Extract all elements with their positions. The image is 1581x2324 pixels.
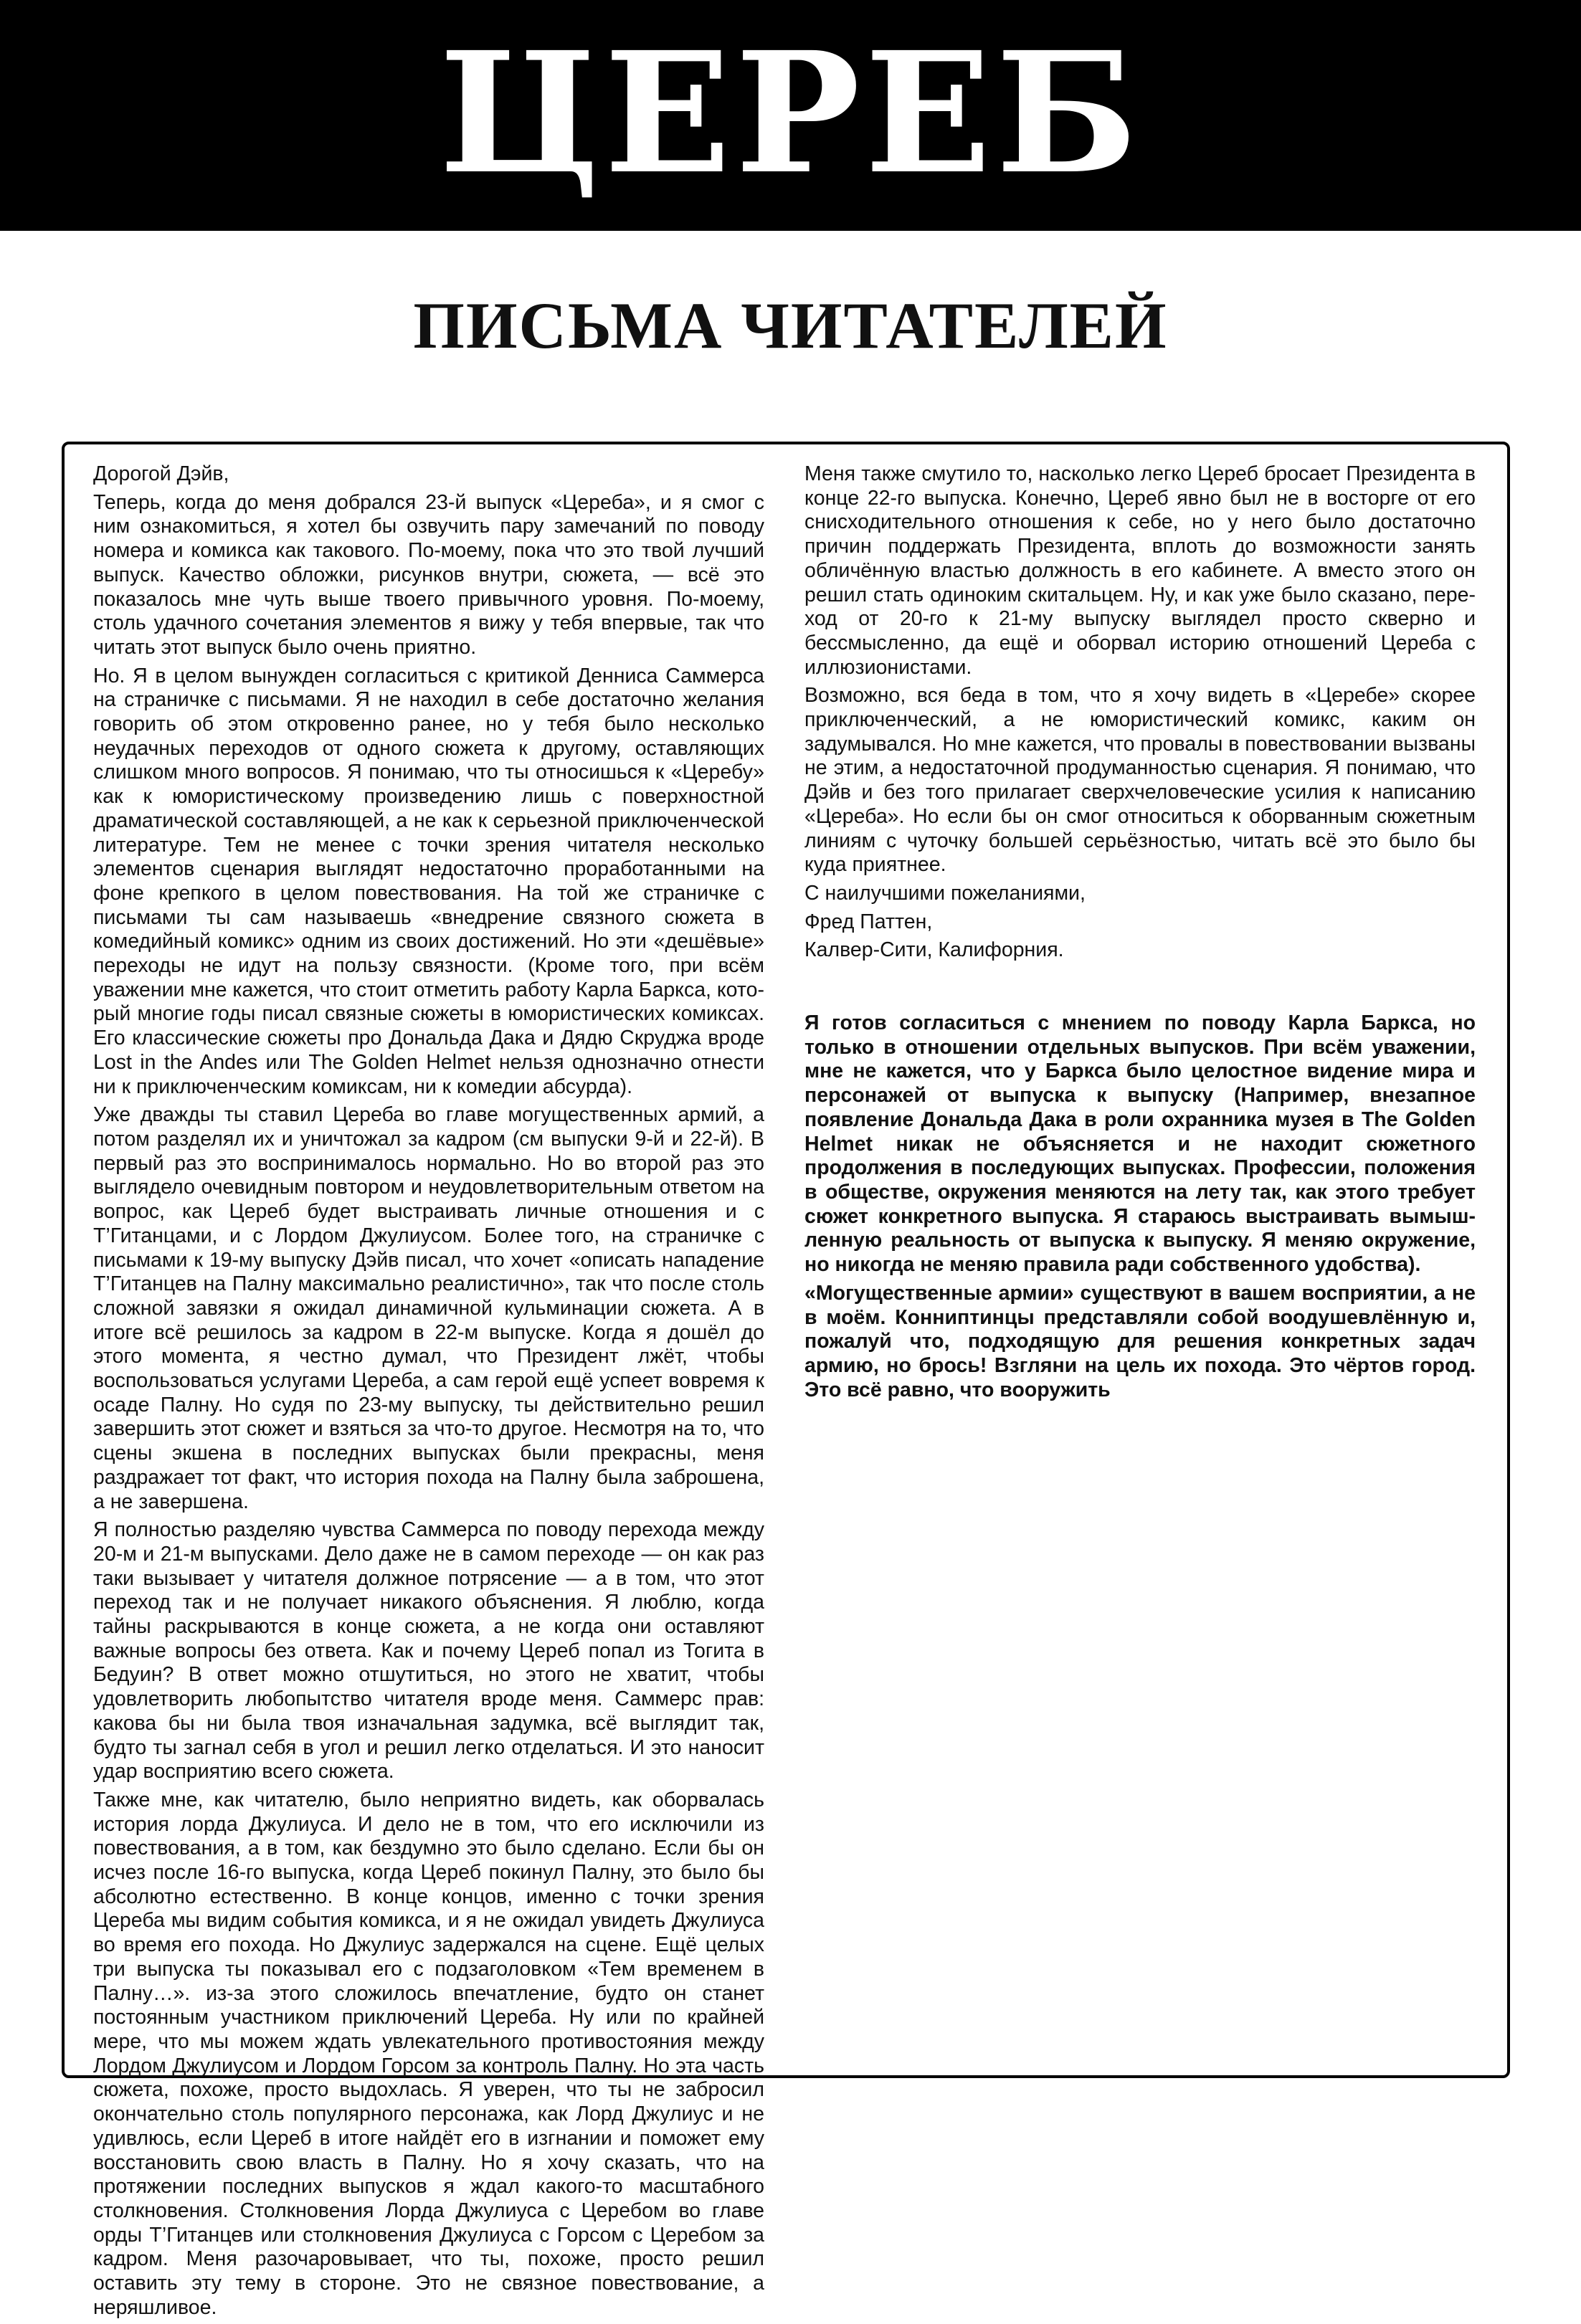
section-title: ПИСЬМА ЧИТАТЕЛЕЙ bbox=[413, 289, 1168, 362]
letter-paragraph: Уже дважды ты ставил Цереба во главе могущественных армий, а потом разделял их и уничтожал за кадром (см выпуски 9-й и 22-й). В первый раз это воспринималось нормально. Но во второй раз это выглядело очевидным повтором и неудовлетворительным ответом на вопрос, как Цереб будет выстраивать личные отношения и с Т’Гитанцами, и с Лордом Джулиусом. Более того, на страничке с письмами к 19-му выпуску Дэйв писал, что хочет «описать нападение Т’Гитанцев на Палну максимально реалистично», так что после столь сложной завязки я ожидал динамичной кульминации сюжета. А в итоге всё решилось за кадром в 22-м выпуске. Когда я дошёл до этого момента, я честно думал, что Президент лжёт, чтобы воспользоваться услугами Цереба, а сам герой ещё успеет вовремя к осаде Палну. Но судя по 23-му выпуску, ты действительно решил завершить этот сюжет и взяться за что-то другое. Несмотря на то, что сцены экшена в последних выпусках были прекрасны, меня раздражает тот факт, что история похода на Палну была заброшена, а не завершена. bbox=[93, 1103, 764, 1513]
letter-paragraph: Но. Я в целом вынужден согласиться с критикой Денниса Саммерса на страничке с письмами. Я не находил в себе достаточно желания говорить об этом откровенно ранее, но у тебя было несколько неудачных переходов от одного сюжета к другому, оставляющих слишком много вопросов. Я понимаю, что ты относишься к «Церебу» как к юмористическому произведению лишь с поверхностной драматической составляющей, а не как к серьезной приключенческой литературе. Тем не менее с точки зрения читателя несколько элементов сценария выглядят недостаточно проработанными на фоне крепкого в целом повествования. На той же страничке с письмами ты сам называешь «внедрение связного сюжета в комедийный комикс» одним из своих достижений. Но эти «дешёвые» переходы не идут на пользу связности. (Кроме того, при всём уважении мне кажется, что стоит отметить работу Карла Баркса, который многие годы писал связные сюжеты в юмористических комиксах. Его классические сюжеты про Дональда Дака и Дядю Скруджа вроде Lost in the Andes или The Golden Helmet нельзя однозначно отнести ни к приключенческим комиксам, ни к комедии абсурда). bbox=[93, 664, 764, 1098]
letter-paragraph: Меня также смутило то, насколько легко Цереб бросает Президента в конце 22-го выпуска. Конечно, Цереб явно был не в восторге от его снисходительного отношения к себе, но у него было достаточно причин поддержать Президента, вплоть до возможности занять обличённую властью должность в его кабинете. А вместо этого он решил стать одиноким скитальцем. Ну, и как уже было сказано, переход от 20-го к 21-му выпуску выглядел просто скверно и бессмысленно, да ещё и оборвал историю отношений Цереба с иллюзионистами. bbox=[804, 462, 1476, 679]
letter-signature: Фред Паттен, bbox=[804, 910, 933, 933]
letter-closing: С наилучшими пожеланиями, bbox=[804, 881, 1086, 905]
editor-reply bbox=[804, 1011, 1476, 1402]
letter-salutation: Дорогой Дэйв, bbox=[93, 462, 229, 485]
reply-paragraph: Я готов согласиться с мнением по поводу Карла Баркса, но только в отношении отдельных выпусков. При всём уважении, мне не кажется, что у Баркса было целостное видение мира и персонажей от выпуска к выпуску (Например, внезапное появление Дональда Дака в роли охранника музея в The Golden Helmet никак не объясняется и не находит сюжетного продолжения в последующих выпусках. Профессии, положения в обществе, окружения меняются на лету так, как этого требует сюжет конкретного выпуска. Я стараюсь выстраивать вымышленную реальность от выпуска к выпуску. Я меняю окружение, но никогда не меняю правила ради собственного удобства). bbox=[804, 1011, 1476, 1277]
letter-paragraph: Также мне, как читателю, было неприятно видеть, как оборвалась история лорда Джулиуса. И дело не в том, что его исключили из повествования, а в том, как бездумно это было сделано. Если бы он исчез после 16-го выпуска, когда Цереб покинул Палну, это было бы абсолютно естественно. В конце концов, именно с точки зрения Цереба мы видим события комикса, и я не ожидал увидеть Джулиуса во время его похода. Но Джулиус задержался на сцене. Ещё целых три выпуска ты показывал его с подзаголовком «Тем временем в Палну…». из-за этого сложилось впечатление, будто он станет постоянным участником приключений Цереба. Ну или по крайней мере, что мы можем ждать увлекательного противостояния между Лордом Джулиусом и Лордом Горсом за контроль Палну. Но эта часть сюжета, похоже, просто выдохлась. Я уверен, что ты не забросил окончательно столь популярного персонажа, как Лорд Джулиус и не удивлюсь, если Цереб в итоге найдёт его в изгнании и поможет ему восстановить свою власть в Палну. Но я хочу сказать, что на протяжении последних выпусков я ждал какого-то масштабного столкновения. Столкновения Лорда Джулиуса с Церебом во главе орды Т’Гитанцев или столкновения Джулиуса с Горсом с Церебом за кадром. Меня разочаровывает, что ты, похоже, просто решил оставить эту тему в стороне. Это не связное повествование, а неряшливое. bbox=[93, 1788, 764, 2319]
header-banner bbox=[0, 0, 1581, 231]
letter-signoff bbox=[804, 882, 1476, 963]
letter-paragraph: Я полностью разделяю чувства Саммерса по поводу перехода между 20-м и 21-м выпусками. Дело даже не в самом переходе — он как раз таки вызывает у читателя должное потрясение — а в том, что этот переход так и не получает никакого объяснения. Я люблю, когда тайны раскрываются в конце сюжета, а не когда они оставляют важные вопросы без ответа. Как и почему Цереб попал из Тогита в Бедуин? В ответ можно отшутиться, но этого не хватит, чтобы удовлетворить любопытство читателя вроде меня. Саммерс прав: какова бы ни была твоя изначальная задумка, всё выглядит так, будто ты загнал себя в угол и решил легко отделаться. И это наносит удар восприятию всего сюжета. bbox=[93, 1518, 764, 1784]
letter-paragraph: Теперь, когда до меня добрался 23-й выпуск «Цереба», и я смог с ним ознакомиться, я хотел бы озвучить пару замечаний по поводу номера и комикса как такового. По-моему, пока что это твой лучший выпуск. Качество обложки, рисунков внутри, сюжета, — всё это показалось мне чуть выше твоего привычного уровня. По-моему, столь удачного сочетания элементов я вижу у тебя впервые, так что читать этот выпуск было очень приятно. bbox=[93, 490, 764, 659]
letter-paragraph: Возможно, вся беда в том, что я хочу видеть в «Церебе» скорее приключенческий, а не юмористический комикс, каким он задумывался. Но мне кажется, что провалы в повествовании вызваны не этим, а недостаточной продуманностью сценария. Я понимаю, что Дэйв и без того прилагает сверхчеловеческие усилия к написанию «Цереба». Но если бы он смог относиться к оборванным сюжетным линиям с чуточку большей серьёзностью, читать всё это было бы куда приятнее. bbox=[804, 684, 1476, 877]
letter-column-left bbox=[93, 462, 764, 2324]
letter-column-right bbox=[804, 462, 1476, 1406]
reply-paragraph: «Могущественные армии» существуют в вашем восприятии, а не в моём. Конниптинцы представляли собой воодушевлённую и, пожалуй что, подходящую для решения конкретных задач армию, но брось! Взгляни на цель их похода. Это чёртов город. Это всё равно, что вооружить bbox=[804, 1281, 1476, 1401]
comic-logo: ЦЕРЕБ bbox=[439, 15, 1142, 211]
letter-location: Калвер-Сити, Калифорния. bbox=[804, 938, 1064, 962]
